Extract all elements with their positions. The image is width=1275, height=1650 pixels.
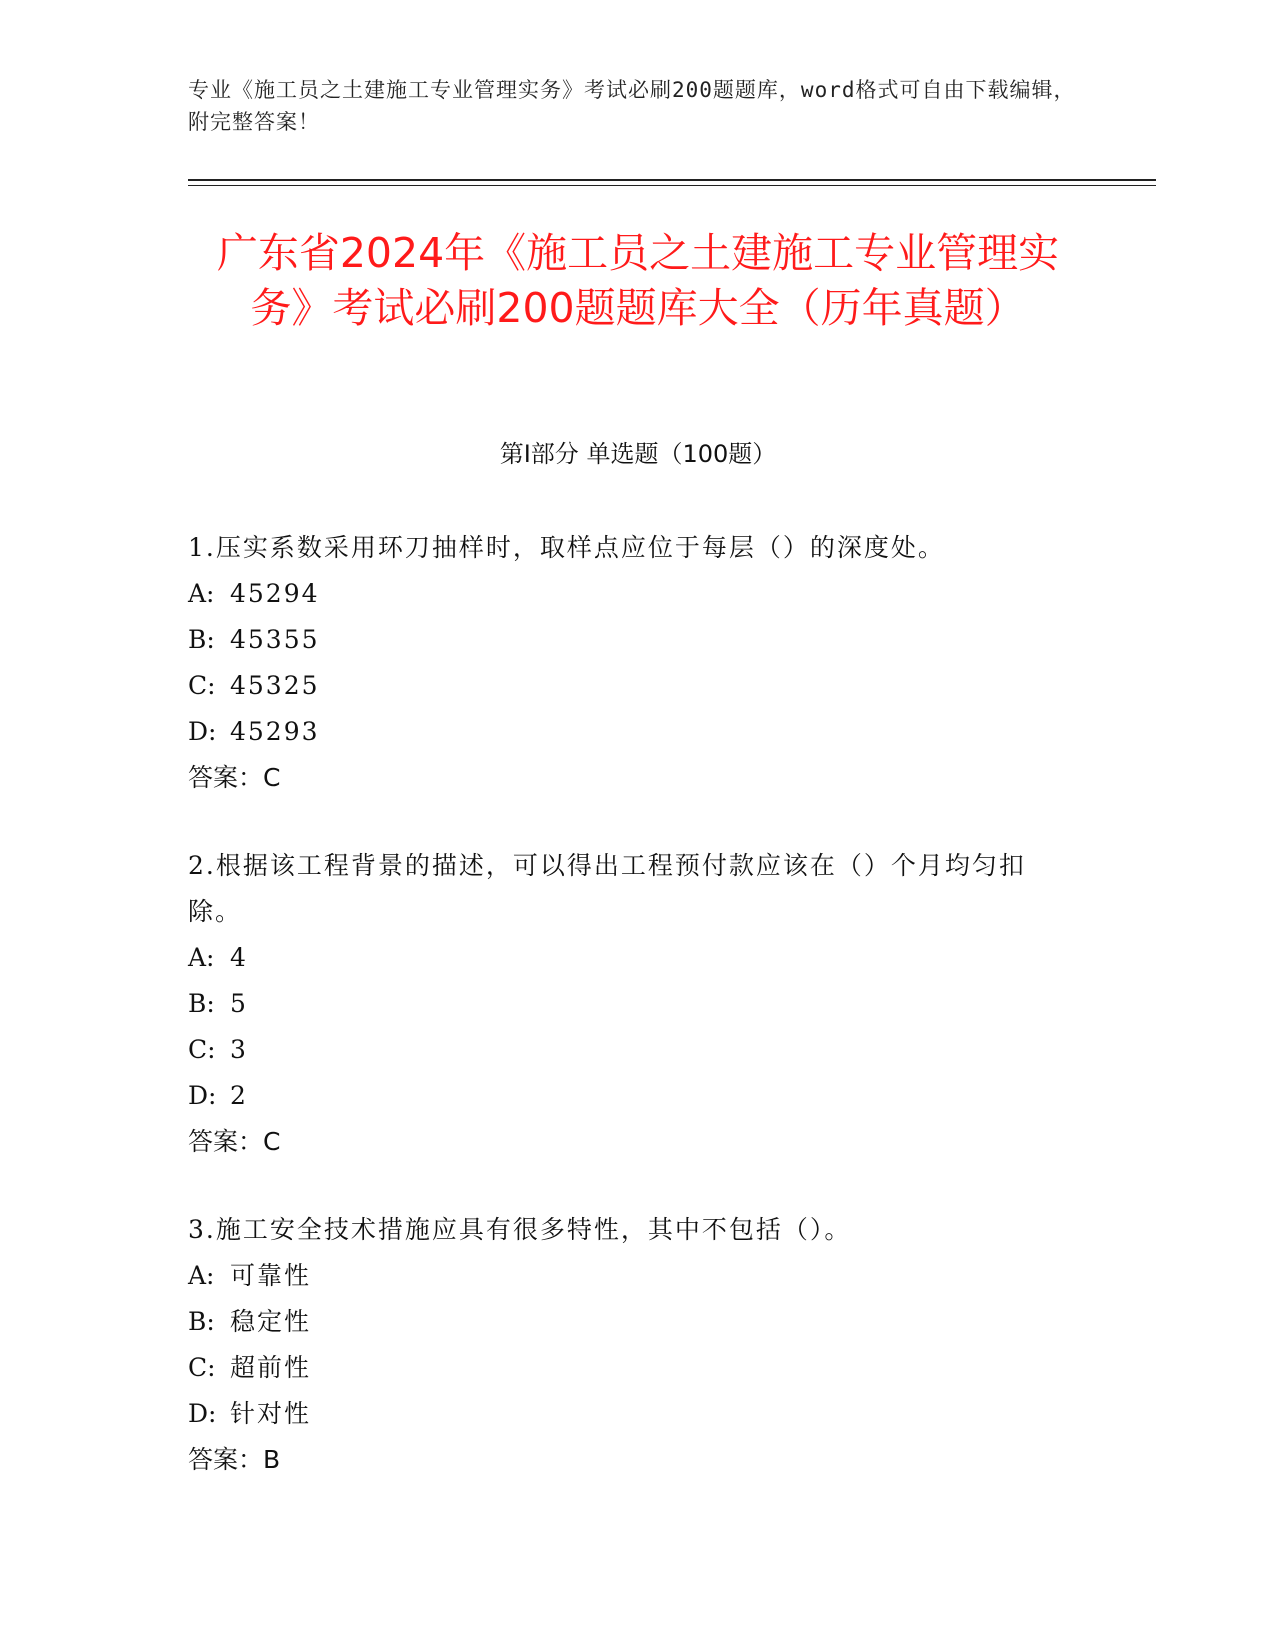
document-title: 广东省2024年《施工员之土建施工专业管理实务》考试必刷200题题库大全（历年真题） [216,229,1060,332]
answer-prefix: 答案： [188,1445,264,1474]
option-c [188,663,1078,709]
option-a [188,1253,1078,1299]
option-label: A: [188,1261,215,1290]
option-c [188,1345,1078,1391]
option-label: A: [188,943,215,972]
answer-line [188,755,1078,801]
question-stem: 2.根据该工程背景的描述，可以得出工程预付款应该在（）个月均匀扣除。 [188,851,1026,926]
header-divider-thin [188,185,1156,186]
answer-line [188,1437,1078,1483]
option-label: C: [188,1035,216,1064]
option-label: B: [188,989,215,1018]
option-label: B: [188,1307,215,1336]
option-c [188,1027,1078,1073]
answer-value: C [263,1127,281,1156]
option-label: D: [188,717,217,746]
header-note: 专业《施工员之土建施工专业管理实务》考试必刷200题题库，word格式可自由下载编辑，附完整答案！ [188,78,1076,134]
section-heading: 第I部分 单选题（100题） [499,440,777,468]
option-text: 3 [230,1035,248,1064]
option-d [188,1073,1078,1119]
answer-line [188,1119,1078,1165]
option-d [188,709,1078,755]
question-item [188,1207,1078,1483]
answer-prefix: 答案： [188,763,264,792]
option-a [188,935,1078,981]
option-text: 针对性 [230,1399,312,1428]
option-text: 45293 [230,717,320,746]
question-stem: 1.压实系数采用环刀抽样时，取样点应位于每层（）的深度处。 [188,533,945,562]
question-stem: 3.施工安全技术措施应具有很多特性，其中不包括（）。 [188,1215,852,1244]
option-text: 超前性 [230,1353,312,1382]
option-label: A: [188,579,215,608]
option-text: 45294 [230,579,320,608]
option-label: D: [188,1081,217,1110]
option-a [188,571,1078,617]
option-text: 45325 [230,671,320,700]
option-text: 5 [230,989,248,1018]
question-item [188,843,1078,1165]
answer-value: C [263,763,281,792]
option-b [188,981,1078,1027]
option-text: 45355 [230,625,320,654]
option-text: 2 [230,1081,248,1110]
option-b [188,617,1078,663]
option-label: C: [188,671,216,700]
question-item [188,525,1078,801]
header-divider [188,179,1156,181]
option-text: 可靠性 [230,1261,312,1290]
option-label: D: [188,1399,217,1428]
option-b [188,1299,1078,1345]
option-label: B: [188,625,215,654]
answer-value: B [263,1445,281,1474]
option-text: 4 [230,943,248,972]
answer-prefix: 答案： [188,1127,264,1156]
option-text: 稳定性 [230,1307,312,1336]
option-label: C: [188,1353,216,1382]
option-d [188,1391,1078,1437]
